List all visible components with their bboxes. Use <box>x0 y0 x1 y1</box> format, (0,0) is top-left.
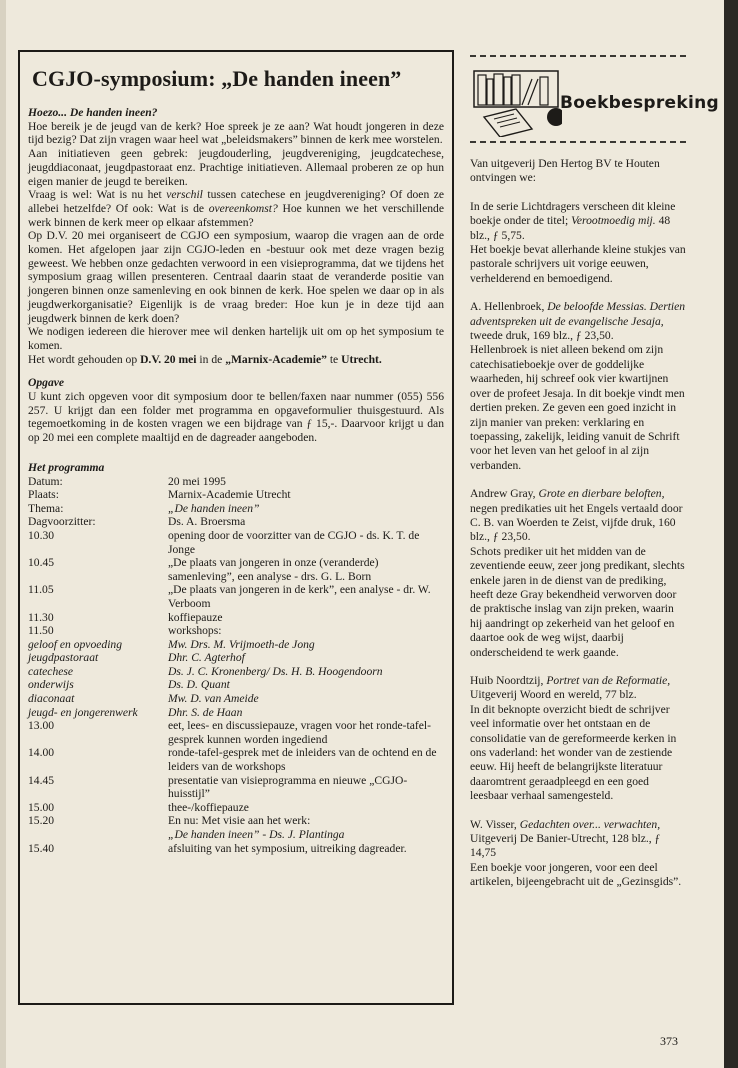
scan-edge-right <box>724 0 738 1068</box>
program-time: 10.30 <box>28 528 55 542</box>
program-row <box>28 475 444 489</box>
program-item: En nu: Met visie aan het werk: <box>168 814 311 828</box>
program-item: opening door de voorzitter van de CGJO - ds. K. T. de Jonge <box>168 528 420 556</box>
program-item: Dhr. S. de Haan <box>168 705 243 719</box>
program-item: afsluiting van het symposium, uitreiking dagreader. <box>168 841 407 855</box>
program-time: catechese <box>28 664 74 678</box>
program-row <box>28 651 444 665</box>
program-item: Ds. D. Quant <box>168 678 230 692</box>
program-item: „De handen ineen” <box>168 501 260 515</box>
book-review-title: Boekbespreking <box>560 93 719 113</box>
program-row <box>28 678 444 692</box>
program-item: Marnix-Academie Utrecht <box>168 488 291 502</box>
paragraph-6: Het wordt gehouden op D.V. 20 mei in de „Marnix-Academie” te Utrecht. <box>28 352 382 366</box>
review-3-body: Schots prediker uit het midden van de zeventiende eeuw, zeer jong predikant, slechts enkele jaren in de dienst van de prediking, heeft deze Gray bekendheid verworven door de praktische inslag van zijn preken, waarin hij aandringt op zekerheid van het geloof en daartoe ook de weg wijst, daarbij onderscheidend te werk gaande. <box>470 544 685 659</box>
page-number: 373 <box>660 1034 678 1048</box>
program-row <box>28 502 444 516</box>
program-row <box>28 611 444 625</box>
program-row <box>28 515 444 529</box>
program-row <box>28 665 444 679</box>
program-time: 10.45 <box>28 556 55 570</box>
book-review-header <box>470 57 719 141</box>
program-row <box>28 556 444 583</box>
program-time: 11.30 <box>28 610 54 624</box>
program-item: „De plaats van jongeren in de kerk”, een analyse - dr. W. Verboom <box>168 583 431 610</box>
program-item: ronde-tafel-gesprek met de inleiders van de ochtend en de leiders van de workshops <box>168 746 437 774</box>
program-time: 15.20 <box>28 814 55 828</box>
program-row <box>28 814 444 828</box>
program-item: koffiepauze <box>168 610 223 624</box>
review-5: W. Visser, Gedachten over... verwachten, Uitgeverij De Banier-Utrecht, 128 blz., ƒ 14,75 <box>470 817 661 860</box>
review-1: In de serie Lichtdragers verscheen dit kleine boekje onder de titel; Verootmoedig mij. 48 blz., ƒ 5,75. <box>470 199 676 242</box>
review-1-body: Het boekje bevat allerhande kleine stukjes van pastorale schrijvers uit vorige eeuwen, verhelderend en bemoedigend. <box>470 243 686 285</box>
program-time: 11.05 <box>28 583 54 597</box>
program-time: 14.45 <box>28 773 55 787</box>
program-time: 15.40 <box>28 841 55 855</box>
program-item: Mw. Drs. M. Vrijmoeth-de Jong <box>168 637 315 651</box>
paragraph-4: Op D.V. 20 mei organiseert de CGJO een symposium, waarop die vragen aan de orde komen. Het afgelopen jaar zijn CGJO-leden en -bestuur ook met deze vragen bezig geweest. We hebben onze gedachten verwoord in een visieprogramma, dat we tijdens het symposium graag willen presenteren. Centraal daarin staat de veranderde positie van jongeren binnen onze samenleving en ook binnen de kerk. Hoe spelen we daar op in als jeugdwerkorganisatie? Eigenlijk is de vraag breder: Hoe kun je in deze tijd aan jeugdwerk binnen de kerk doen? <box>28 229 444 325</box>
program-time: diaconaat <box>28 692 75 706</box>
program-item: presentatie van visieprogramma en nieuwe „CGJO-huisstijl” <box>168 773 408 801</box>
program-item: Dhr. C. Agterhof <box>168 651 245 665</box>
section-heading-hoezo: Hoezo... De handen ineen? <box>28 106 158 119</box>
program-time: jeugd- en jongerenwerk <box>28 705 138 719</box>
program-time: Plaats: <box>28 488 59 502</box>
program-row <box>28 801 444 815</box>
program-row <box>28 692 444 706</box>
paragraph-opgave: U kunt zich opgeven voor dit symposium door te bellen/faxen naar nummer (055) 556 257. U krijgt dan een folder met programma en opgaveformulier thuisgestuurd. Als tegemoetkoming in de kosten vragen we een bijdrage van ƒ 15,-. Daarvoor krijgt u dan op 20 mei een complete maaltijd en de dagreader aangeboden. <box>28 390 444 445</box>
program-time: Thema: <box>28 501 64 515</box>
program-row <box>28 774 444 801</box>
review-5-body: Een boekje voor jongeren, voor een deel artikelen, bijeengebracht uit de „Gezinsgids”. <box>470 860 682 889</box>
program-row <box>28 583 444 610</box>
program-row <box>28 488 444 502</box>
bookshelf-icon <box>470 65 562 137</box>
review-2-body: Hellenbroek is niet alleen bekend om zijn catechisatieboekje over de goddelijke waarheden, hij schreef ook vier kwartijnen over de profeet Jesaja. In dit boekje vindt men dertien preken. Ze geven een goed inzicht in zijn manier van preken: verklaring en toepassing, zakelijk, leiding vanuit de Schrift voor het leven van het geloof in al zijn verbanden. <box>470 343 685 472</box>
program-time: onderwijs <box>28 678 74 692</box>
section-heading-programma: Het programma <box>28 460 105 474</box>
review-intro: Van uitgeverij Den Hertog BV te Houten ontvingen we: <box>470 157 660 185</box>
program-row <box>28 529 444 556</box>
program-item: workshops: <box>168 624 222 638</box>
program-time: Datum: <box>28 474 63 488</box>
program-row <box>28 842 444 856</box>
paragraph-5: We nodigen iedereen die hierover mee wil denken hartelijk uit om op het symposium te komen. <box>28 325 444 352</box>
program-row <box>28 719 444 746</box>
program-time: 11.50 <box>28 624 54 638</box>
program-item: Ds. J. C. Kronenberg/ Ds. H. B. Hoogendoorn <box>168 664 383 678</box>
review-4: Huib Noordtzij, Portret van de Reformatie, Uitgeverij Woord en wereld, 77 blz. <box>470 674 671 702</box>
program-item: 20 mei 1995 <box>168 474 226 488</box>
program-time: Dagvoorzitter: <box>28 515 96 529</box>
paragraph-3: Vraag is wel: Wat is nu het verschil tussen catechese en jeugdvereniging? Of doen ze allebei hetzelfde? Of ook: Wat is de overeenkomst? Hoe kunnen we het verschillende werk binnen de kerk meer op elkaar afstemmen? <box>28 188 444 229</box>
program-item: „De handen ineen” - Ds. J. Plantinga <box>168 828 345 842</box>
paragraph-1: Hoe bereik je de jeugd van de kerk? Hoe spreek je ze aan? Wat houdt jongeren in deze tijd bezig? Dat zijn vragen waar heel wat „beleidsmakers” binnen de kerk mee worstelen. <box>28 119 444 147</box>
program-item: Ds. A. Broersma <box>168 515 246 529</box>
review-4-body: In dit beknopte overzicht biedt de schrijver veel informatie over het ontstaan en de consolidatie van de gereformeerde kerken in ons vaderland: het wonder van de zestiende eeuw. Hij heeft de belangrijkste literatuur daaromtrent geraadpleegd en een goed leesbaar verhaal samengesteld. <box>470 702 677 803</box>
program-item: „De plaats van jongeren in onze (veranderde) samenleving”, een analyse - drs. G. L. Born <box>168 556 379 583</box>
scan-edge-left <box>0 0 6 1068</box>
section-heading-opgave: Opgave <box>28 376 65 390</box>
review-3: Andrew Gray, Grote en dierbare beloften, negen predikaties uit het Engels vertaald door C. B. van Woerden te Zeist, vijfde druk, 160 blz., ƒ 23,50. <box>470 487 683 544</box>
paragraph-2: Aan initiatieven geen gebrek: jeugdouderling, jeugdvereniging, jeugdcatechese, jeugddiaconaat, jeugdpastoraat enz. Prachtige initiatieven. Allemaal proberen ze op hun eigen manier de jeugd te bereiken. <box>28 147 444 188</box>
program-time: 14.00 <box>28 746 55 760</box>
program-row <box>28 828 444 842</box>
program-item: eet, lees- en discussiepauze, vragen voor het ronde-tafel-gesprek kunnen worden ingediend <box>168 719 431 746</box>
program-time: 15.00 <box>28 800 55 814</box>
program-table <box>28 475 444 856</box>
program-row <box>28 746 444 773</box>
program-row <box>28 706 444 720</box>
program-time: 13.00 <box>28 719 55 733</box>
program-row <box>28 638 444 652</box>
review-2: A. Hellenbroek, De beloofde Messias. Dertien adventspreken uit de evangelische Jesaja, tweede druk, 169 blz., ƒ 23,50. <box>470 300 686 343</box>
program-time <box>28 828 168 842</box>
program-time: jeugdpastoraat <box>28 651 99 665</box>
book-review-column <box>470 55 719 890</box>
program-item: thee-/koffiepauze <box>168 800 249 814</box>
program-item: Mw. D. van Ameide <box>168 692 259 706</box>
symposium-article-box <box>18 50 454 1005</box>
program-row <box>28 624 444 638</box>
article-title: CGJO-symposium: „De handen ineen” <box>32 66 402 91</box>
program-time: geloof en opvoeding <box>28 637 123 651</box>
